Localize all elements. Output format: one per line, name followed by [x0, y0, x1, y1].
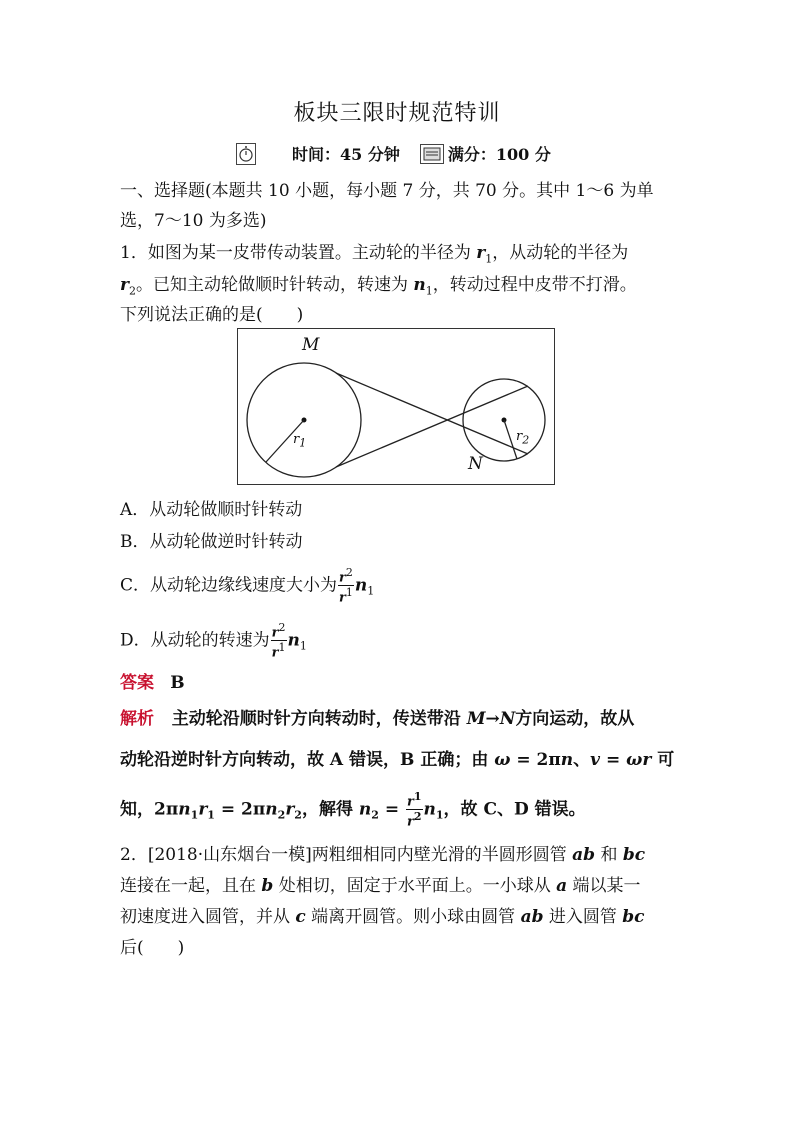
section-header-line1: 一、选择题(本题共 10 小题，每小题 7 分，共 70 分。其中 1～6 为单	[120, 181, 654, 201]
label-M: M	[302, 335, 320, 355]
fraction-r1-over-r2: $\frac{r^1}{r^2}$	[407, 790, 422, 830]
q1-line1: 1．如图为某一皮带传动装置。主动轮的半径为 $r_1$，从动轮的半径为	[120, 243, 629, 266]
analysis-line1: 解析 主动轮沿顺时针方向转动时，传送带沿 M→N方向运动，故从	[120, 709, 635, 729]
q2-line1: 2．[2018·山东烟台一模]两粗细相同内壁光滑的半圆形圆管 ab 和 bc	[120, 845, 646, 865]
section-header-line2: 选，7～10 为多选)	[120, 211, 267, 231]
q2-line4: 后( )	[120, 938, 185, 958]
answer-value: B	[170, 673, 185, 693]
q1-line3: 下列说法正确的是( )	[120, 305, 304, 325]
label-r2: $r_2$	[516, 429, 530, 447]
option-c: C．从动轮边缘线速度大小为 $\frac{r^2}{r^1}$ $n_1$	[120, 566, 375, 606]
belt-drive-figure	[237, 328, 555, 485]
notebook-icon	[420, 144, 444, 164]
page-title: 板块三限时规范特训	[293, 101, 501, 126]
label-r1: $r_1$	[293, 432, 307, 450]
q2-line3: 初速度进入圆管，并从 c 端离开圆管。则小球由圆管 ab 进入圆管 bc	[120, 907, 645, 927]
option-a: A．从动轮做顺时针转动	[120, 500, 303, 520]
q2-line2: 连接在一起，且在 b 处相切，固定于水平面上。一小球从 a 端以某一	[120, 876, 641, 896]
exam-meta	[236, 142, 551, 165]
full-score: 满分：100 分	[447, 145, 551, 164]
time-limit: 时间：45 分钟	[292, 145, 400, 164]
fraction-r2-over-r1: $\frac{r^2}{r^1}$	[271, 621, 286, 661]
analysis-line2: 动轮沿逆时针方向转动，故 A 错误，B 正确；由 ω = 2πn、v = ωr 可	[120, 750, 675, 770]
fraction-r2-over-r1: $\frac{r^2}{r^1}$	[339, 566, 353, 606]
analysis-line3: 知，$2\pi n_1r_1 = 2\pi n_2r_2$，解得 $n_2$ = $\frac{r^1}{r^2}$ $n_1$，故 C、D 错误。	[120, 790, 586, 830]
option-d: D．从动轮的转速为 $\frac{r^2}{r^1}$ $n_1$	[120, 621, 307, 661]
answer-line	[120, 668, 185, 693]
belt	[336, 373, 528, 467]
q1-line2: $r_2$。已知主动轮做顺时针转动，转速为 $n_1$，转动过程中皮带不打滑。	[120, 275, 637, 298]
stopwatch-icon	[236, 143, 256, 165]
analysis-label: 解析	[120, 709, 154, 729]
label-N: N	[468, 454, 483, 474]
answer-label: 答案	[120, 673, 154, 693]
option-b: B．从动轮做逆时针转动	[120, 532, 303, 552]
